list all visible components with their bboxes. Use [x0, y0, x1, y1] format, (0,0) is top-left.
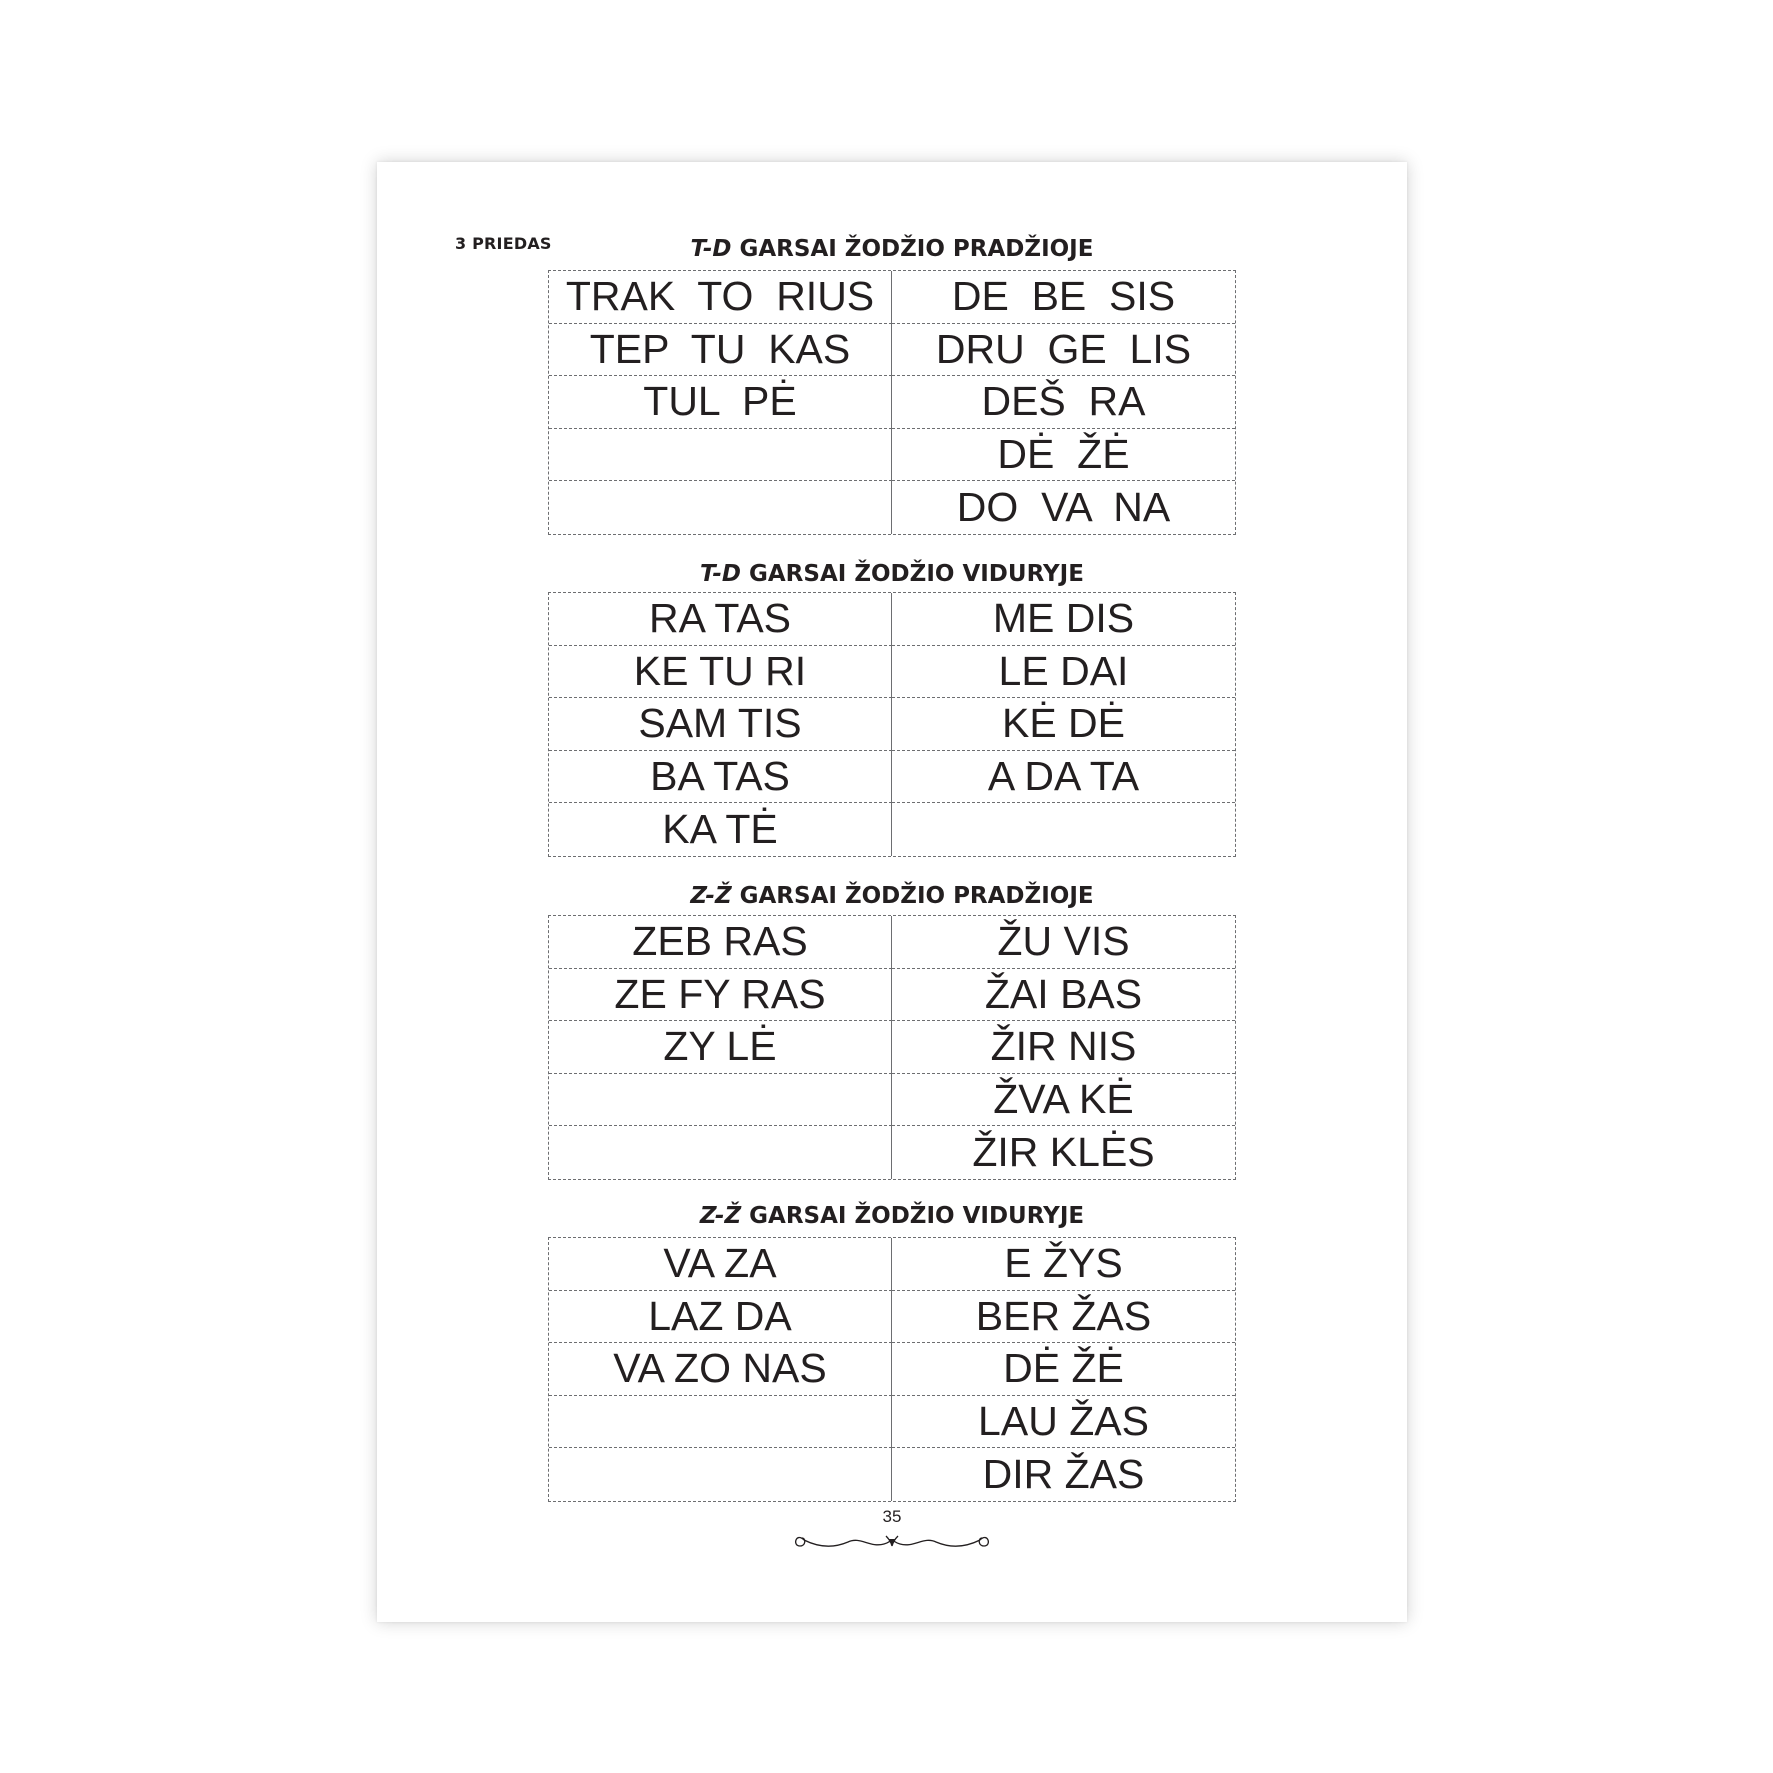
syllable-table-td-start [548, 270, 1236, 535]
syllable-cell: ŽVA KĖ [892, 1074, 1235, 1127]
syllable-cell: ŽU VIS [892, 916, 1235, 969]
syllable-cell [549, 481, 892, 534]
section-title-prefix: Z-Ž [699, 1203, 742, 1229]
section-title-text: GARSAI ŽODŽIO PRADŽIOJE [731, 236, 1094, 262]
syllable-cell: VA ZO NAS [549, 1343, 892, 1396]
syllable-cell: BER ŽAS [892, 1291, 1235, 1344]
syllable-cell: KĖ DĖ [892, 698, 1235, 751]
syllable-cell: DIR ŽAS [982, 1451, 1145, 1498]
syllable-cell: BA TAS [549, 751, 892, 804]
syllable-cell: ZE FY RAS [549, 969, 892, 1022]
syllable-cell: LAZ DA [549, 1291, 892, 1344]
syllable-cell: KA TĖ [549, 803, 892, 856]
syllable-cell [549, 1396, 892, 1449]
syllable-cell: KE TU RI [549, 646, 892, 699]
syllable-cell [549, 1126, 892, 1179]
syllable-cell: DĖ ŽĖ [892, 429, 1235, 482]
section-title-prefix: T-D [700, 561, 741, 587]
syllable-cell: LE DAI [892, 646, 1235, 699]
section-title-zz-middle [548, 1202, 1236, 1230]
syllable-cell: LAU ŽAS [892, 1396, 1235, 1449]
syllable-table-zz-middle [548, 1237, 1236, 1502]
syllable-cell: TEP TU KAS [549, 324, 892, 377]
section-title-text: GARSAI ŽODŽIO VIDURYJE [741, 561, 1084, 587]
syllable-cell: DE BE SIS [892, 271, 1235, 324]
syllable-cell: A DA TA [892, 751, 1235, 804]
syllable-cell: TRAK TO RIUS [549, 271, 892, 324]
syllable-cell: TUL PĖ [549, 376, 892, 429]
section-title-text: GARSAI ŽODŽIO VIDURYJE [741, 1203, 1085, 1229]
syllable-cell: VA ZA [549, 1238, 892, 1291]
syllable-cell: DEŠ RA [892, 376, 1235, 429]
syllable-table-td-middle [548, 592, 1236, 857]
syllable-cell: ŽIR KLĖS [972, 1129, 1155, 1176]
syllable-cell: RA TAS [549, 593, 892, 646]
syllable-cell: SAM TIS [549, 698, 892, 751]
syllable-cell: DĖ ŽĖ [892, 1343, 1235, 1396]
syllable-cell: DO VA NA [956, 484, 1171, 531]
syllable-cell [549, 1074, 892, 1127]
decorative-flourish-icon [790, 1526, 994, 1556]
section-title-prefix: T-D [690, 236, 732, 262]
syllable-cell: ME DIS [892, 593, 1235, 646]
syllable-table-zz-start [548, 915, 1236, 1180]
section-title-text: GARSAI ŽODŽIO PRADŽIOJE [731, 883, 1094, 909]
syllable-cell [892, 803, 1235, 856]
section-title-zz-start [548, 882, 1236, 910]
section-title-prefix: Z-Ž [690, 883, 732, 909]
page-number: 35 [882, 1507, 902, 1526]
syllable-cell: ŽAI BAS [892, 969, 1235, 1022]
syllable-cell: ZEB RAS [549, 916, 892, 969]
syllable-cell: DRU GE LIS [892, 324, 1235, 377]
syllable-cell [549, 429, 892, 482]
syllable-cell: ZY LĖ [549, 1021, 892, 1074]
section-title-td-middle [548, 560, 1236, 588]
syllable-cell [549, 1448, 892, 1501]
section-title-td-start [548, 235, 1236, 263]
syllable-cell: ŽIR NIS [892, 1021, 1235, 1074]
syllable-cell: E ŽYS [892, 1238, 1235, 1291]
appendix-label: 3 PRIEDAS [455, 234, 552, 253]
